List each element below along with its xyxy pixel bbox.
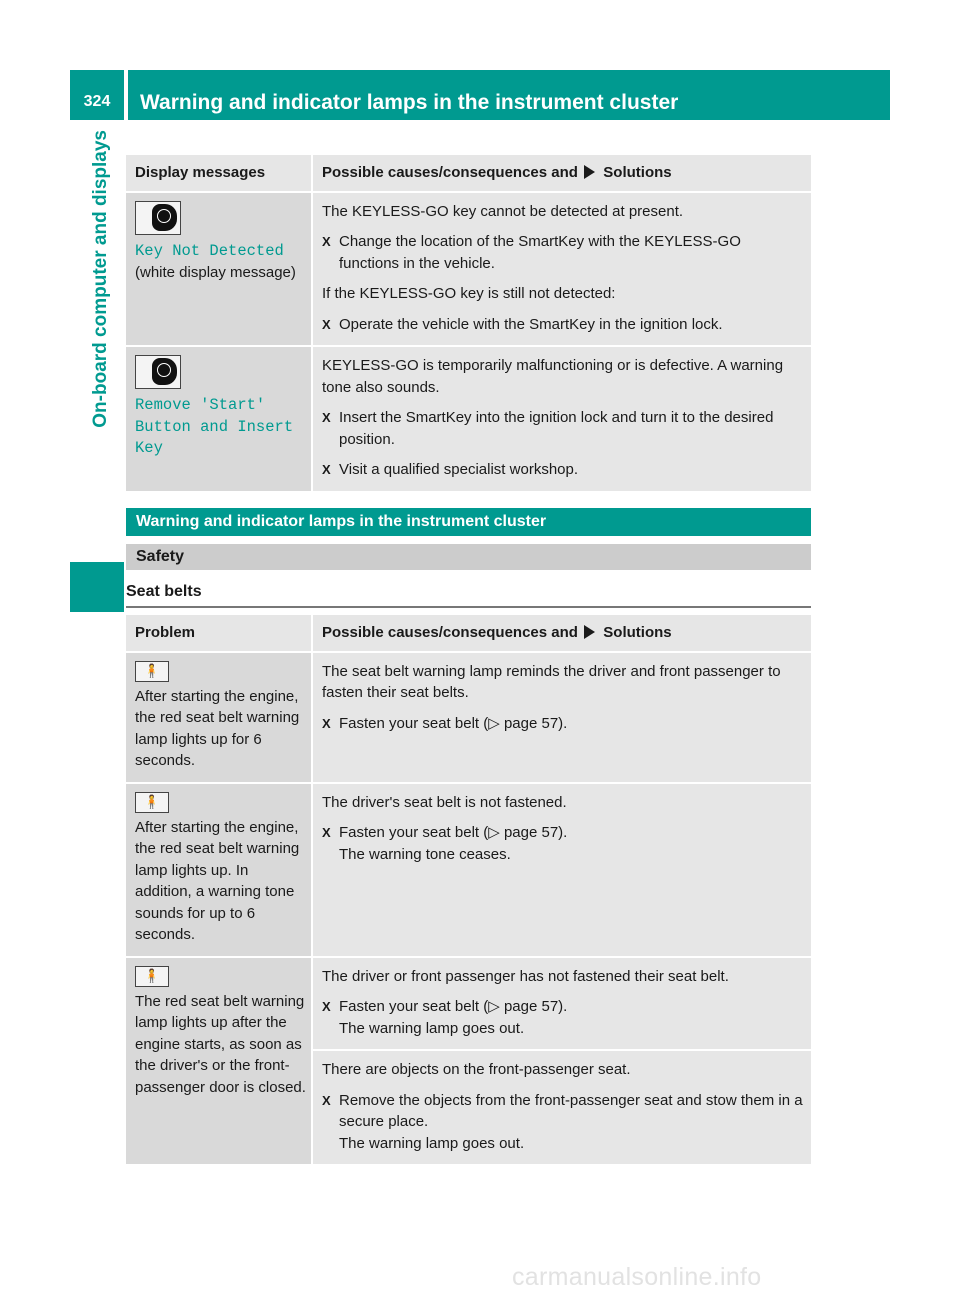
table-row	[126, 193, 811, 346]
page-number-text: 324	[83, 93, 111, 110]
col-header-causes	[313, 615, 811, 651]
solution-step	[322, 459, 805, 481]
problem-text: The red seat belt warning lamp lights up after the engine starts, as soon as the driver's or the front-passenger door is closed.	[135, 992, 306, 1096]
table-header-row	[126, 155, 811, 191]
step-arrow-icon: X	[322, 462, 331, 477]
solution-block	[313, 958, 811, 1050]
solution-step	[322, 1090, 805, 1155]
step-result-text: The warning tone ceases.	[339, 845, 511, 863]
display-message-code: Key Not Detected	[135, 241, 284, 260]
step-arrow-icon: X	[322, 999, 331, 1014]
step-text: Insert the SmartKey into the ignition lock and turn it to the desired position.	[339, 409, 774, 448]
topic-divider	[126, 606, 811, 608]
solution-cell	[313, 653, 811, 782]
solution-step	[322, 713, 805, 735]
solution-step	[322, 407, 805, 450]
col-header-causes-text: Possible causes/consequences and	[322, 164, 578, 181]
message-cell	[126, 347, 311, 491]
page-number	[70, 70, 124, 120]
arrow-right-icon	[584, 165, 595, 179]
problem-cell	[126, 784, 311, 956]
page-title: Warning and indicator lamps in the instrument cluster	[128, 70, 890, 120]
cause-text: There are objects on the front-passenger seat.	[322, 1061, 631, 1078]
step-arrow-icon: X	[322, 410, 331, 425]
step-text: Operate the vehicle with the SmartKey in the ignition lock.	[339, 315, 723, 333]
solution-cell	[313, 193, 811, 346]
sidebar-chapter-label: On-board computer and displays	[90, 130, 111, 428]
display-message-code: Remove 'Start' Button and Insert Key	[135, 396, 294, 457]
table-row	[126, 347, 811, 491]
solution-step	[322, 822, 805, 865]
solution-step	[322, 996, 805, 1039]
key-icon	[135, 355, 181, 389]
step-text: Remove the objects from the front-passenger seat and stow them in a secure place.	[339, 1091, 803, 1130]
problem-cell	[126, 958, 311, 1165]
step-arrow-icon: X	[322, 316, 331, 332]
step-text: Visit a qualified specialist workshop.	[339, 461, 579, 478]
step-arrow-icon: X	[322, 715, 331, 731]
col-header-solutions-text: Solutions	[603, 624, 672, 641]
seat-belt-table	[126, 615, 811, 1164]
table-row	[126, 653, 811, 782]
subsection-heading: Safety	[126, 544, 811, 570]
table-row	[126, 784, 811, 956]
display-message-note: (white display message)	[135, 264, 296, 281]
table-row	[126, 958, 811, 1165]
solution-cell	[313, 347, 811, 491]
topic-heading: Seat belts	[126, 583, 202, 600]
step-text: Fasten your seat belt (▷ page 57).	[339, 824, 568, 841]
step-result-text: The warning lamp goes out.	[339, 1134, 525, 1152]
step-text: Change the location of the SmartKey with the KEYLESS-GO functions in the vehicle.	[339, 233, 741, 272]
col-header-causes-text: Possible causes/consequences and	[322, 624, 578, 641]
sidebar-marker	[70, 562, 124, 612]
problem-text: After starting the engine, the red seat belt warning lamp lights up. In addition, a warning tone sounds for up to 6 seconds.	[135, 818, 300, 943]
solution-cell	[313, 784, 811, 956]
solution-step	[322, 231, 805, 274]
display-messages-table	[126, 155, 811, 491]
seat-belt-icon: 🧍	[135, 661, 169, 682]
col-header-solutions-text: Solutions	[603, 164, 672, 181]
problem-text: After starting the engine, the red seat belt warning lamp lights up for 6 seconds.	[135, 687, 300, 769]
sidebar-chapter	[86, 130, 116, 550]
step-arrow-icon: X	[322, 1092, 331, 1108]
col-header-causes	[313, 155, 811, 191]
col-header-display-messages: Display messages	[126, 155, 311, 191]
key-icon	[135, 201, 181, 235]
cause-text: The KEYLESS-GO key cannot be detected at present.	[322, 202, 684, 220]
cause-text: The seat belt warning lamp reminds the driver and front passenger to fasten their seat belts.	[322, 662, 781, 701]
seat-belt-icon: 🧍	[135, 966, 169, 987]
table-header-row	[126, 615, 811, 651]
message-cell	[126, 193, 311, 346]
step-arrow-icon: X	[322, 825, 331, 840]
section-heading: Warning and indicator lamps in the instrument cluster	[126, 508, 811, 536]
cause-text: The driver's seat belt is not fastened.	[322, 793, 567, 811]
col-header-problem: Problem	[126, 615, 311, 651]
solution-block	[313, 1051, 811, 1164]
cause-text: The driver or front passenger has not fastened their seat belt.	[322, 967, 729, 985]
solution-step	[322, 314, 805, 336]
step-result-text: The warning lamp goes out.	[339, 1019, 525, 1037]
step-text: Fasten your seat belt (▷ page 57).	[339, 998, 568, 1015]
cause-text: If the KEYLESS-GO key is still not detected:	[322, 285, 616, 302]
step-text: Fasten your seat belt (▷ page 57).	[339, 714, 568, 732]
seat-belt-icon: 🧍	[135, 792, 169, 813]
solution-cell	[313, 958, 811, 1165]
cause-text: KEYLESS-GO is temporarily malfunctioning or is defective. A warning tone also sounds.	[322, 357, 784, 396]
step-arrow-icon: X	[322, 234, 331, 249]
watermark: carmanualsonline.info	[512, 1263, 762, 1291]
problem-cell	[126, 653, 311, 782]
arrow-right-icon	[584, 625, 595, 639]
